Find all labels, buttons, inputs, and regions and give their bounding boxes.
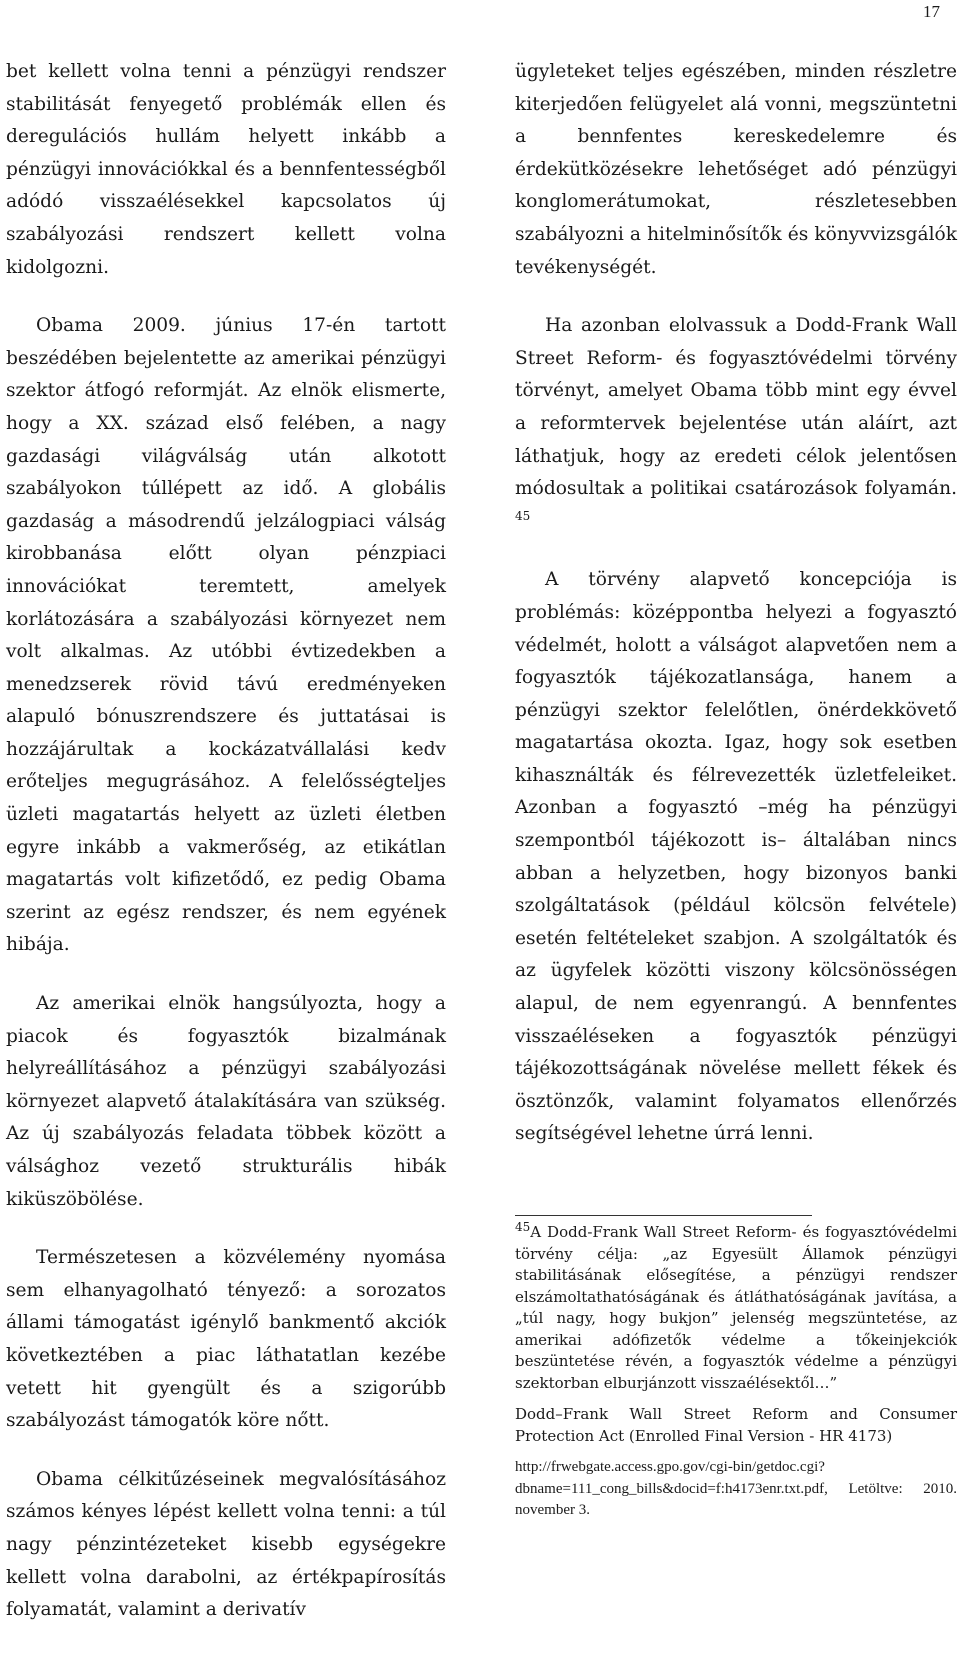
footnote-text [515, 1222, 957, 1394]
footnote-reference-title: Dodd–Frank Wall Street Reform and Consumer Protection Act (Enrolled Final Version - HR 4173) [515, 1405, 957, 1445]
left-column [6, 56, 446, 1653]
right-paragraph-2 [515, 310, 957, 538]
right-paragraph-3: A törvény alapvető koncepciója is problémás: középpontba helyezi a fogyasztó védelmét, holott a válságot alapvetően nem a fogyasztók tájékozatlansága, hanem a pénzügyi szektor felelőtlen, önérdekkövető magatartása okozta. Igaz, hogy sok esetben kihasználták és félrevezették üzletfeleiket. Azonban a fogyasztó –még ha pénzügyi szempontból tájékozott is– általában nincs abban a helyzetben, hogy bizonyos banki szolgáltatások (például kölcsön felvétele) esetén feltételeket szabjon. A szolgáltatók és az ügyfelek közötti viszony kölcsönösségen alapul, de nem egyenrangú. A bennfentes visszaéléseken a fogyasztók pénzügyi tájékozottságának növelése mellett fékek és ösztönzők, valamint folyamatos ellenőrzés segítségével lehetne úrrá lenni. [515, 569, 957, 1145]
footnote-divider [515, 1215, 812, 1216]
footnote-body: A Dodd-Frank Wall Street Reform- és fogyasztóvédelmi törvény célja: „az Egyesült Államok pénzügyi stabilitásának elősegítése, a pénzügyi rendszer elszámoltathatóságának és átláthatóságának javítása, a „túl nagy, hogy bukjon” jelenség megszüntetése, az amerikai adófizetők védelme a tőkeinjekciók beszüntetése révén, a fogyasztók védelme a pénzügyi szektorban elburjánzott visszaélésektől…” [515, 1223, 957, 1392]
right-paragraph-1: ügyleteket teljes egészében, minden részletre kiterjedően felügyelet alá vonni, megszüntetni a bennfentes kereskedelemre és érdekütközésekre lehetőséget adó pénzügyi konglomerátumokat, részletesebben szabályozni a hitelminősítők és könyvvizsgálók tevékenységét. [515, 61, 957, 278]
right-column [515, 56, 957, 1177]
right-paragraph-2-text: Ha azonban elolvassuk a Dodd-Frank Wall Street Reform- és fogyasztóvédelmi törvény törvényt, amelyet Obama több mint egy évvel a reformtervek bejelentése után aláírt, azt láthatjuk, hogy az eredeti célok jelentősen módosultak a politikai csatározások folyamán. [515, 315, 957, 500]
footnote-url[interactable]: http://frwebgate.access.gpo.gov/cgi-bin/getdoc.cgi?dbname=111_cong_bills&docid=f:h4173enr.txt.pdf, Letöltve: 2010. november 3. [515, 1459, 957, 1518]
left-paragraph-3: Az amerikai elnök hangsúlyozta, hogy a piacok és fogyasztók bizalmának helyreállításához a pénzügyi szabályozási környezet alapvető átalakítására van szükség. Az új szabályozás feladata többek között a válsághoz vezető strukturális hibák kiküszöbölése. [6, 993, 446, 1210]
left-paragraph-5: Obama célkitűzéseinek megvalósításához számos kényes lépést kellett volna tenni: a túl nagy pénzintézeteket kisebb egységekre kellett volna darabolni, az értékpapírosítás folyamatát, valamint a derivatív [6, 1468, 446, 1621]
left-paragraph-4: Természetesen a közvélemény nyomása sem elhanyagolható tényező: a sorozatos állami támogatást igénylő bankmentő akciók következtében a piac láthatatlan kezébe vetett hit gyengült és a szigorúbb szabályozást támogatók köre nőtt. [6, 1247, 446, 1432]
footnote-number: 45 [515, 1220, 531, 1234]
left-paragraph-1: bet kellett volna tenni a pénzügyi rendszer stabilitását fenyegető problémák ellen és deregulációs hullám helyett inkább a pénzügyi innovációkkal és a bennfentességből adódó visszaélésekkel kapcsolatos új szabályozási rendszert kellett volna kidolgozni. [6, 61, 446, 278]
footnote-area [515, 1215, 957, 1522]
page-number: 17 [923, 2, 940, 21]
left-paragraph-2: Obama 2009. június 17-én tartott beszédében bejelentette az amerikai pénzügyi szektor átfogó reformját. Az elnök elismerte, hogy a XX. század első felében, a nagy gazdasági világválság után alkotott szabályokon túllépett az idő. A globális gazdaság a másodrendű jelzálogpiaci válság kirobbanása előtt olyan pénzpiaci innovációkat teremtett, amelyek korlátozására a szabályozási környezet nem volt alkalmas. Az utóbbi évtizedekben a menedzserek rövid távú eredményeken alapuló bónuszrendszere és juttatásai is hozzájárultak a kockázatvállalási kedv erőteljes megugrásához. A felelősségteljes üzleti magatartás helyett az üzleti életben egyre inkább a vakmerőség, az etikátlan magatartás volt kifizetődő, ez pedig Obama szerint az egész rendszer, és nem egyének hibája. [6, 315, 446, 956]
footnote-reference[interactable]: 45 [515, 508, 531, 523]
